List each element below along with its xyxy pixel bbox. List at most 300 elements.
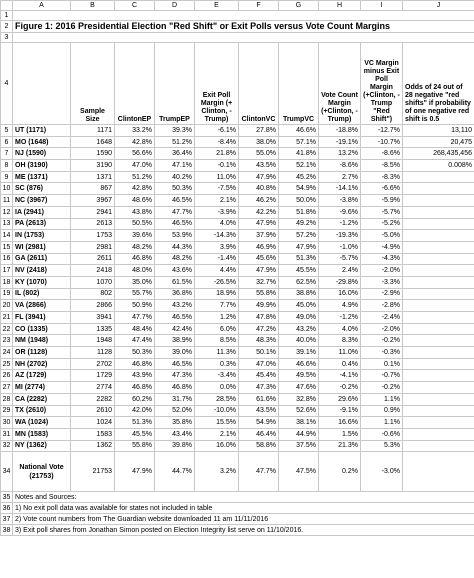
figure-title[interactable]: Figure 1: 2016 Presidential Election "Red Shift" or Exit Polls versus Vote Count Margins [13, 21, 474, 33]
trump-vc-cell[interactable]: 47.6% [279, 382, 319, 394]
odds-cell[interactable]: 268,435,456 [403, 148, 474, 160]
trump-vc-cell[interactable]: 39.1% [279, 347, 319, 359]
trump-ep-cell[interactable]: 39.3% [155, 125, 195, 137]
sample-size-cell[interactable]: 1371 [71, 171, 115, 183]
vote-margin-cell[interactable]: 11.0% [319, 347, 361, 359]
column-header[interactable]: F [239, 1, 279, 11]
exit-margin-cell[interactable]: 15.5% [195, 417, 239, 429]
state-cell[interactable]: FL (3941) [13, 312, 71, 324]
red-shift-cell[interactable]: -4.3% [361, 253, 403, 265]
odds-cell[interactable] [403, 335, 474, 347]
cell[interactable] [13, 33, 474, 43]
clinton-vc-cell[interactable]: 32.7% [239, 276, 279, 288]
row-number[interactable]: 9 [1, 171, 13, 183]
state-cell[interactable]: SC (876) [13, 183, 71, 195]
clinton-ep-cell[interactable]: 46.8% [115, 253, 155, 265]
state-cell[interactable]: IL (802) [13, 288, 71, 300]
vote-margin-cell[interactable]: -4.1% [319, 370, 361, 382]
vote-margin-cell[interactable]: 16.0% [319, 288, 361, 300]
clinton-ep-cell[interactable]: 48.4% [115, 323, 155, 335]
red-shift-cell[interactable]: 1.1% [361, 393, 403, 405]
header-exit-poll-margin[interactable]: Exit Poll Margin (+ Clinton, - Trump) [195, 43, 239, 125]
vote-margin-cell[interactable]: 8.3% [319, 335, 361, 347]
row-number[interactable]: 18 [1, 276, 13, 288]
odds-cell[interactable] [403, 206, 474, 218]
row-number[interactable]: 5 [1, 125, 13, 137]
row-number[interactable]: 4 [1, 43, 13, 125]
vote-margin-cell[interactable]: 16.6% [319, 417, 361, 429]
red-shift-cell[interactable]: -2.0% [361, 323, 403, 335]
sample-size-cell[interactable]: 1753 [71, 230, 115, 242]
sample-size-cell[interactable]: 3190 [71, 160, 115, 172]
trump-ep-cell[interactable]: 46.5% [155, 218, 195, 230]
row-number[interactable]: 14 [1, 230, 13, 242]
trump-vc-cell[interactable]: 43.2% [279, 323, 319, 335]
clinton-vc-cell[interactable]: 58.8% [239, 440, 279, 452]
state-cell[interactable]: KY (1070) [13, 276, 71, 288]
trump-ep-cell[interactable]: 61.5% [155, 276, 195, 288]
state-cell[interactable]: CO (1335) [13, 323, 71, 335]
row-number[interactable]: 38 [1, 525, 13, 536]
odds-cell[interactable] [403, 358, 474, 370]
clinton-ep-cell[interactable]: 47.9% [115, 452, 155, 492]
row-number[interactable]: 28 [1, 393, 13, 405]
trump-vc-cell[interactable]: 37.5% [279, 440, 319, 452]
red-shift-cell[interactable]: 5.3% [361, 440, 403, 452]
clinton-ep-cell[interactable]: 55.8% [115, 440, 155, 452]
note-2[interactable]: 2) Vote count numbers from The Guardian website downloaded 11 am 11/11/2016 [13, 514, 474, 525]
clinton-vc-cell[interactable]: 47.2% [239, 323, 279, 335]
state-cell[interactable]: OH (3190) [13, 160, 71, 172]
clinton-ep-cell[interactable]: 35.0% [115, 276, 155, 288]
clinton-ep-cell[interactable]: 60.2% [115, 393, 155, 405]
trump-ep-cell[interactable]: 46.5% [155, 312, 195, 324]
sample-size-cell[interactable]: 1583 [71, 428, 115, 440]
exit-margin-cell[interactable]: -3.9% [195, 206, 239, 218]
trump-vc-cell[interactable]: 62.5% [279, 276, 319, 288]
row-number[interactable]: 23 [1, 335, 13, 347]
exit-margin-cell[interactable]: 21.8% [195, 148, 239, 160]
row-number[interactable]: 17 [1, 265, 13, 277]
clinton-ep-cell[interactable]: 47.4% [115, 335, 155, 347]
exit-margin-cell[interactable]: -0.1% [195, 160, 239, 172]
exit-margin-cell[interactable]: 2.1% [195, 428, 239, 440]
trump-vc-cell[interactable]: 46.6% [279, 358, 319, 370]
red-shift-cell[interactable]: -8.5% [361, 160, 403, 172]
clinton-ep-cell[interactable]: 33.2% [115, 125, 155, 137]
odds-cell[interactable] [403, 253, 474, 265]
row-number[interactable]: 16 [1, 253, 13, 265]
sample-size-cell[interactable]: 2610 [71, 405, 115, 417]
column-header[interactable]: G [279, 1, 319, 11]
clinton-ep-cell[interactable]: 42.0% [115, 405, 155, 417]
column-header[interactable]: E [195, 1, 239, 11]
clinton-vc-cell[interactable]: 49.9% [239, 300, 279, 312]
trump-ep-cell[interactable]: 39.0% [155, 347, 195, 359]
exit-margin-cell[interactable]: 6.0% [195, 323, 239, 335]
state-cell[interactable]: GA (2611) [13, 253, 71, 265]
row-number[interactable]: 3 [1, 33, 13, 43]
state-cell[interactable]: ME (1371) [13, 171, 71, 183]
trump-vc-cell[interactable]: 50.0% [279, 195, 319, 207]
trump-vc-cell[interactable]: 45.5% [279, 265, 319, 277]
row-number[interactable]: 19 [1, 288, 13, 300]
vote-margin-cell[interactable]: 1.5% [319, 428, 361, 440]
vote-margin-cell[interactable]: -1.0% [319, 241, 361, 253]
trump-vc-cell[interactable]: 51.3% [279, 253, 319, 265]
sample-size-cell[interactable]: 3941 [71, 312, 115, 324]
vote-margin-cell[interactable]: 29.6% [319, 393, 361, 405]
exit-margin-cell[interactable]: 28.5% [195, 393, 239, 405]
odds-cell[interactable]: 0.008% [403, 160, 474, 172]
trump-vc-cell[interactable]: 51.8% [279, 206, 319, 218]
sample-size-cell[interactable]: 1948 [71, 335, 115, 347]
red-shift-cell[interactable]: -5.2% [361, 218, 403, 230]
trump-ep-cell[interactable]: 46.5% [155, 195, 195, 207]
clinton-ep-cell[interactable]: 48.0% [115, 265, 155, 277]
red-shift-cell[interactable]: 0.9% [361, 405, 403, 417]
vote-margin-cell[interactable]: -9.1% [319, 405, 361, 417]
vote-margin-cell[interactable]: -14.1% [319, 183, 361, 195]
exit-margin-cell[interactable]: 8.5% [195, 335, 239, 347]
trump-ep-cell[interactable]: 35.8% [155, 417, 195, 429]
clinton-ep-cell[interactable]: 51.3% [115, 417, 155, 429]
note-1[interactable]: 1) No exit poll data was available for states not included in table [13, 503, 474, 514]
red-shift-cell[interactable]: -0.6% [361, 428, 403, 440]
vote-margin-cell[interactable]: 4.0% [319, 323, 361, 335]
red-shift-cell[interactable]: -2.0% [361, 265, 403, 277]
sample-size-cell[interactable]: 3967 [71, 195, 115, 207]
clinton-ep-cell[interactable]: 47.0% [115, 160, 155, 172]
odds-cell[interactable] [403, 323, 474, 335]
exit-margin-cell[interactable]: -7.5% [195, 183, 239, 195]
sample-size-cell[interactable]: 1070 [71, 276, 115, 288]
trump-vc-cell[interactable]: 49.5% [279, 370, 319, 382]
row-number[interactable]: 20 [1, 300, 13, 312]
clinton-vc-cell[interactable]: 47.0% [239, 358, 279, 370]
clinton-vc-cell[interactable]: 46.4% [239, 428, 279, 440]
clinton-vc-cell[interactable]: 43.5% [239, 160, 279, 172]
row-number[interactable]: 6 [1, 136, 13, 148]
state-cell[interactable]: MI (2774) [13, 382, 71, 394]
sample-size-cell[interactable]: 2941 [71, 206, 115, 218]
odds-cell[interactable] [403, 382, 474, 394]
column-header[interactable]: I [361, 1, 403, 11]
trump-ep-cell[interactable]: 44.3% [155, 241, 195, 253]
odds-cell[interactable] [403, 183, 474, 195]
column-header[interactable]: B [71, 1, 115, 11]
clinton-ep-cell[interactable]: 46.8% [115, 382, 155, 394]
odds-cell[interactable] [403, 171, 474, 183]
trump-vc-cell[interactable]: 41.8% [279, 148, 319, 160]
odds-cell[interactable] [403, 300, 474, 312]
clinton-ep-cell[interactable]: 42.8% [115, 136, 155, 148]
trump-vc-cell[interactable]: 40.0% [279, 335, 319, 347]
red-shift-cell[interactable]: -12.7% [361, 125, 403, 137]
vote-margin-cell[interactable]: 0.2% [319, 452, 361, 492]
row-number[interactable]: 29 [1, 405, 13, 417]
red-shift-cell[interactable]: -2.8% [361, 300, 403, 312]
sample-size-cell[interactable]: 1648 [71, 136, 115, 148]
sample-size-cell[interactable]: 2282 [71, 393, 115, 405]
exit-margin-cell[interactable]: 3.9% [195, 241, 239, 253]
red-shift-cell[interactable]: -0.2% [361, 382, 403, 394]
trump-vc-cell[interactable]: 47.5% [279, 452, 319, 492]
red-shift-cell[interactable]: 0.1% [361, 358, 403, 370]
trump-vc-cell[interactable]: 38.1% [279, 417, 319, 429]
red-shift-cell[interactable]: -2.9% [361, 288, 403, 300]
red-shift-cell[interactable]: -5.7% [361, 206, 403, 218]
vote-margin-cell[interactable]: -18.8% [319, 125, 361, 137]
sample-size-cell[interactable]: 2611 [71, 253, 115, 265]
exit-margin-cell[interactable]: 16.0% [195, 440, 239, 452]
clinton-vc-cell[interactable]: 27.8% [239, 125, 279, 137]
odds-cell[interactable] [403, 241, 474, 253]
clinton-vc-cell[interactable]: 48.3% [239, 335, 279, 347]
trump-ep-cell[interactable]: 36.8% [155, 288, 195, 300]
clinton-vc-cell[interactable]: 45.6% [239, 253, 279, 265]
trump-ep-cell[interactable]: 40.2% [155, 171, 195, 183]
clinton-vc-cell[interactable]: 42.2% [239, 206, 279, 218]
vote-margin-cell[interactable]: 4.9% [319, 300, 361, 312]
trump-ep-cell[interactable]: 48.2% [155, 253, 195, 265]
trump-vc-cell[interactable]: 45.0% [279, 300, 319, 312]
column-header[interactable]: D [155, 1, 195, 11]
vote-margin-cell[interactable]: -1.2% [319, 218, 361, 230]
odds-cell[interactable] [403, 417, 474, 429]
red-shift-cell[interactable]: -0.7% [361, 370, 403, 382]
clinton-ep-cell[interactable]: 48.2% [115, 241, 155, 253]
cell[interactable] [13, 43, 71, 125]
sample-size-cell[interactable]: 2702 [71, 358, 115, 370]
exit-margin-cell[interactable]: -14.3% [195, 230, 239, 242]
odds-cell[interactable] [403, 405, 474, 417]
exit-margin-cell[interactable]: 11.3% [195, 347, 239, 359]
red-shift-cell[interactable]: -10.7% [361, 136, 403, 148]
trump-ep-cell[interactable]: 39.8% [155, 440, 195, 452]
trump-vc-cell[interactable]: 47.9% [279, 241, 319, 253]
trump-ep-cell[interactable]: 43.6% [155, 265, 195, 277]
red-shift-cell[interactable]: -4.9% [361, 241, 403, 253]
row-number[interactable]: 26 [1, 370, 13, 382]
row-number[interactable]: 7 [1, 148, 13, 160]
clinton-ep-cell[interactable]: 51.2% [115, 171, 155, 183]
trump-ep-cell[interactable]: 46.8% [155, 382, 195, 394]
trump-vc-cell[interactable]: 44.9% [279, 428, 319, 440]
row-number[interactable]: 36 [1, 503, 13, 514]
column-header[interactable]: H [319, 1, 361, 11]
state-cell[interactable]: NC (3967) [13, 195, 71, 207]
row-number[interactable]: 1 [1, 11, 13, 21]
trump-vc-cell[interactable]: 32.8% [279, 393, 319, 405]
exit-margin-cell[interactable]: -8.4% [195, 136, 239, 148]
row-number[interactable]: 31 [1, 428, 13, 440]
exit-margin-cell[interactable]: 1.2% [195, 312, 239, 324]
trump-ep-cell[interactable]: 46.5% [155, 358, 195, 370]
clinton-ep-cell[interactable]: 42.8% [115, 183, 155, 195]
clinton-vc-cell[interactable]: 54.9% [239, 417, 279, 429]
row-number[interactable]: 13 [1, 218, 13, 230]
row-number[interactable]: 21 [1, 312, 13, 324]
vote-margin-cell[interactable]: 2.4% [319, 265, 361, 277]
row-number[interactable]: 27 [1, 382, 13, 394]
state-cell[interactable]: OR (1128) [13, 347, 71, 359]
row-number[interactable]: 35 [1, 492, 13, 503]
clinton-vc-cell[interactable]: 47.3% [239, 382, 279, 394]
header-trump-vc[interactable]: TrumpVC [279, 43, 319, 125]
clinton-ep-cell[interactable]: 50.3% [115, 347, 155, 359]
row-number[interactable]: 2 [1, 21, 13, 33]
clinton-ep-cell[interactable]: 43.8% [115, 206, 155, 218]
column-header[interactable]: A [13, 1, 71, 11]
odds-cell[interactable] [403, 218, 474, 230]
exit-margin-cell[interactable]: -6.1% [195, 125, 239, 137]
red-shift-cell[interactable]: -2.4% [361, 312, 403, 324]
clinton-vc-cell[interactable]: 50.1% [239, 347, 279, 359]
trump-ep-cell[interactable]: 42.4% [155, 323, 195, 335]
row-number[interactable]: 8 [1, 160, 13, 172]
header-odds[interactable]: Odds of 24 out of 28 negative "red shifts" if probability of one negative red shift is 0.5 [403, 43, 474, 125]
sample-size-cell[interactable]: 2418 [71, 265, 115, 277]
trump-ep-cell[interactable]: 36.4% [155, 148, 195, 160]
clinton-ep-cell[interactable]: 43.9% [115, 370, 155, 382]
exit-margin-cell[interactable]: 11.0% [195, 171, 239, 183]
select-all-cell[interactable] [1, 1, 13, 11]
notes-header[interactable]: Notes and Sources: [13, 492, 474, 503]
sample-size-cell[interactable]: 1362 [71, 440, 115, 452]
vote-margin-cell[interactable]: 21.3% [319, 440, 361, 452]
odds-cell[interactable] [403, 265, 474, 277]
state-cell[interactable]: IA (2941) [13, 206, 71, 218]
row-number[interactable]: 11 [1, 195, 13, 207]
odds-cell[interactable] [403, 288, 474, 300]
clinton-vc-cell[interactable]: 38.0% [239, 136, 279, 148]
clinton-vc-cell[interactable]: 46.9% [239, 241, 279, 253]
trump-vc-cell[interactable]: 46.6% [279, 125, 319, 137]
exit-margin-cell[interactable]: -10.0% [195, 405, 239, 417]
red-shift-cell[interactable]: -8.6% [361, 148, 403, 160]
state-cell[interactable]: NH (2702) [13, 358, 71, 370]
header-vote-count-margin[interactable]: Vote Count Margin (+Clinton, - Trump) [319, 43, 361, 125]
row-number[interactable]: 12 [1, 206, 13, 218]
sample-size-cell[interactable]: 21753 [71, 452, 115, 492]
exit-margin-cell[interactable]: 0.0% [195, 382, 239, 394]
exit-margin-cell[interactable]: 0.3% [195, 358, 239, 370]
vote-margin-cell[interactable]: 13.2% [319, 148, 361, 160]
vote-margin-cell[interactable]: -0.2% [319, 382, 361, 394]
odds-cell[interactable] [403, 428, 474, 440]
exit-margin-cell[interactable]: 4.0% [195, 218, 239, 230]
trump-ep-cell[interactable]: 52.0% [155, 405, 195, 417]
clinton-ep-cell[interactable]: 50.9% [115, 300, 155, 312]
odds-cell[interactable] [403, 347, 474, 359]
exit-margin-cell[interactable]: 4.4% [195, 265, 239, 277]
state-cell[interactable]: IN (1753) [13, 230, 71, 242]
sample-size-cell[interactable]: 1024 [71, 417, 115, 429]
trump-vc-cell[interactable]: 49.0% [279, 312, 319, 324]
vote-margin-cell[interactable]: 0.4% [319, 358, 361, 370]
clinton-ep-cell[interactable]: 45.5% [115, 428, 155, 440]
sample-size-cell[interactable]: 802 [71, 288, 115, 300]
column-header[interactable]: C [115, 1, 155, 11]
clinton-vc-cell[interactable]: 40.8% [239, 183, 279, 195]
trump-ep-cell[interactable]: 53.9% [155, 230, 195, 242]
odds-cell[interactable] [403, 370, 474, 382]
state-cell[interactable]: WA (1024) [13, 417, 71, 429]
sample-size-cell[interactable]: 1335 [71, 323, 115, 335]
row-number[interactable]: 22 [1, 323, 13, 335]
clinton-vc-cell[interactable]: 55.8% [239, 288, 279, 300]
state-cell[interactable]: TX (2610) [13, 405, 71, 417]
clinton-vc-cell[interactable]: 45.4% [239, 370, 279, 382]
row-number[interactable]: 25 [1, 358, 13, 370]
vote-margin-cell[interactable]: -19.3% [319, 230, 361, 242]
state-cell[interactable]: AZ (1729) [13, 370, 71, 382]
clinton-vc-cell[interactable]: 47.9% [239, 218, 279, 230]
sample-size-cell[interactable]: 2866 [71, 300, 115, 312]
odds-cell[interactable]: 20,475 [403, 136, 474, 148]
state-cell[interactable]: NY (1362) [13, 440, 71, 452]
red-shift-cell[interactable]: -5.0% [361, 230, 403, 242]
note-3[interactable]: 3) Exit poll shares from Jonathan Simon posted on Election Integrity list serve on 11/10/2016. [13, 525, 474, 536]
clinton-ep-cell[interactable]: 56.6% [115, 148, 155, 160]
trump-vc-cell[interactable]: 49.2% [279, 218, 319, 230]
sample-size-cell[interactable]: 867 [71, 183, 115, 195]
red-shift-cell[interactable]: -8.3% [361, 171, 403, 183]
clinton-vc-cell[interactable]: 46.2% [239, 195, 279, 207]
row-number[interactable]: 34 [1, 452, 13, 492]
row-number[interactable]: 24 [1, 347, 13, 359]
clinton-vc-cell[interactable]: 47.7% [239, 452, 279, 492]
clinton-vc-cell[interactable]: 37.9% [239, 230, 279, 242]
trump-ep-cell[interactable]: 44.7% [155, 452, 195, 492]
sample-size-cell[interactable]: 2981 [71, 241, 115, 253]
cell[interactable] [13, 11, 474, 21]
vote-margin-cell[interactable]: -19.1% [319, 136, 361, 148]
clinton-ep-cell[interactable]: 50.5% [115, 218, 155, 230]
red-shift-cell[interactable]: -6.6% [361, 183, 403, 195]
clinton-vc-cell[interactable]: 47.8% [239, 312, 279, 324]
vote-margin-cell[interactable]: -9.6% [319, 206, 361, 218]
state-cell[interactable]: NM (1948) [13, 335, 71, 347]
vote-margin-cell[interactable]: 2.7% [319, 171, 361, 183]
odds-cell[interactable] [403, 230, 474, 242]
odds-cell[interactable] [403, 440, 474, 452]
row-number[interactable]: 37 [1, 514, 13, 525]
exit-margin-cell[interactable]: 2.1% [195, 195, 239, 207]
sample-size-cell[interactable]: 1729 [71, 370, 115, 382]
trump-vc-cell[interactable]: 52.6% [279, 405, 319, 417]
clinton-ep-cell[interactable]: 55.7% [115, 288, 155, 300]
state-cell[interactable]: National Vote (21753) [13, 452, 71, 492]
row-number[interactable]: 10 [1, 183, 13, 195]
red-shift-cell[interactable]: -0.2% [361, 335, 403, 347]
state-cell[interactable]: NJ (1590) [13, 148, 71, 160]
state-cell[interactable]: MN (1583) [13, 428, 71, 440]
trump-ep-cell[interactable]: 43.2% [155, 300, 195, 312]
row-number[interactable]: 32 [1, 440, 13, 452]
state-cell[interactable]: VA (2866) [13, 300, 71, 312]
vote-margin-cell[interactable]: -8.6% [319, 160, 361, 172]
red-shift-cell[interactable]: -3.3% [361, 276, 403, 288]
exit-margin-cell[interactable]: 3.2% [195, 452, 239, 492]
row-number[interactable]: 15 [1, 241, 13, 253]
header-clinton-ep[interactable]: ClintonEP [115, 43, 155, 125]
odds-cell[interactable] [403, 276, 474, 288]
trump-vc-cell[interactable]: 38.8% [279, 288, 319, 300]
vote-margin-cell[interactable]: -3.8% [319, 195, 361, 207]
header-red-shift[interactable]: VC Margin minus Exit Poll Margin (+Clinton, -Trump "Red Shift") [361, 43, 403, 125]
